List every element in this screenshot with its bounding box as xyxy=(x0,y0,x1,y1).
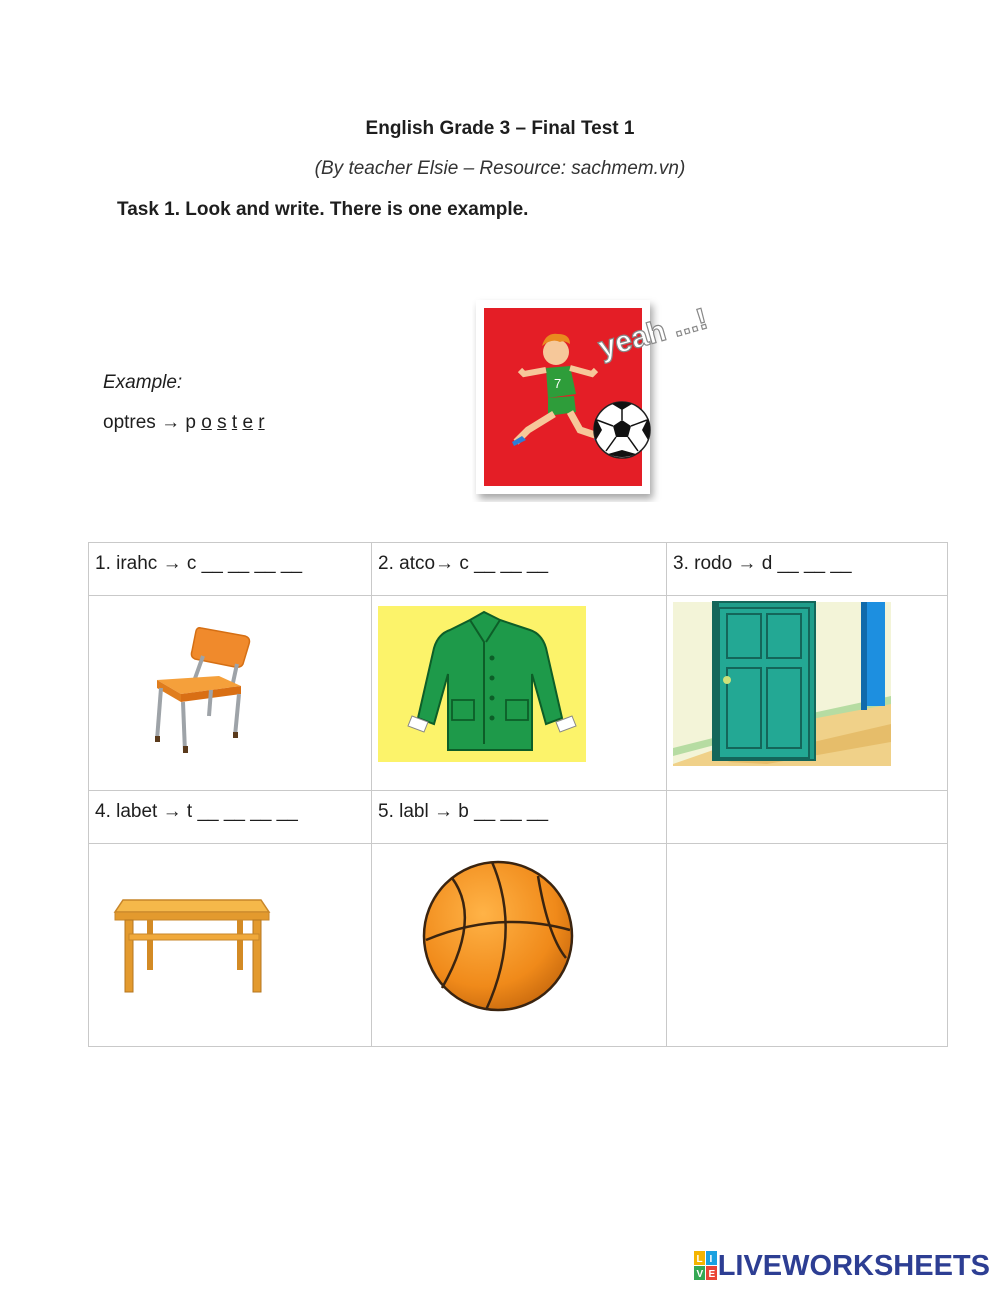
example-scrambled-word: optres xyxy=(103,412,156,433)
item-label: 5. labl → b __ __ __ xyxy=(378,801,549,822)
example-label: Example: xyxy=(103,372,183,393)
chair-icon xyxy=(89,596,371,784)
example-answer-line xyxy=(103,412,265,434)
item-image-cell xyxy=(372,596,667,791)
item-image-cell xyxy=(667,596,948,791)
example-letter: e xyxy=(242,412,254,433)
example-photo xyxy=(472,296,712,502)
coat-icon xyxy=(372,596,666,784)
exercise-table xyxy=(88,542,948,1047)
svg-text:L: L xyxy=(696,1254,703,1265)
example-first-letter: p xyxy=(185,412,196,433)
item-label-cell xyxy=(372,543,667,596)
page-subtitle: (By teacher Elsie – Resource: sachmem.vn) xyxy=(314,158,686,179)
task-instruction: Task 1. Look and write. There is one example. xyxy=(117,199,529,220)
item-label: 1. irahc → c __ __ __ __ xyxy=(95,553,303,574)
logo-text: LIVEWORKSHEETS xyxy=(717,1249,990,1282)
item-label: 2. atco→ c __ __ __ xyxy=(378,553,549,574)
door-icon xyxy=(667,596,947,784)
item-label: 4. labet → t __ __ __ __ xyxy=(95,801,298,822)
table-row xyxy=(89,543,948,596)
logo-badge-icon xyxy=(694,1251,718,1281)
example-letter: o xyxy=(201,412,212,433)
item-label-cell xyxy=(372,791,667,844)
photo-caption: yeah ...! xyxy=(594,302,712,365)
example-letter: t xyxy=(231,412,238,433)
item-image-cell xyxy=(89,844,372,1047)
table-row xyxy=(89,596,948,791)
empty-cell xyxy=(667,791,948,844)
item-label-cell xyxy=(89,543,372,596)
jersey-number: 7 xyxy=(554,376,562,391)
svg-text:V: V xyxy=(696,1269,703,1280)
svg-text:I: I xyxy=(709,1254,712,1265)
arrow-icon: → xyxy=(161,412,181,433)
example-letter: r xyxy=(258,412,265,433)
svg-text:E: E xyxy=(708,1269,715,1280)
item-image-cell xyxy=(372,844,667,1047)
item-label: 3. rodo → d __ __ __ xyxy=(673,553,852,574)
page-title: English Grade 3 – Final Test 1 xyxy=(365,118,635,139)
item-label-cell xyxy=(89,791,372,844)
empty-cell xyxy=(667,844,948,1047)
item-image-cell xyxy=(89,596,372,791)
table-row xyxy=(89,791,948,844)
table-row xyxy=(89,844,948,1047)
liveworksheets-logo xyxy=(694,1249,990,1283)
ball-icon xyxy=(372,844,666,1040)
table-icon xyxy=(89,844,371,1040)
item-label-cell xyxy=(667,543,948,596)
football-icon xyxy=(594,402,650,458)
example-letter: s xyxy=(217,412,227,433)
